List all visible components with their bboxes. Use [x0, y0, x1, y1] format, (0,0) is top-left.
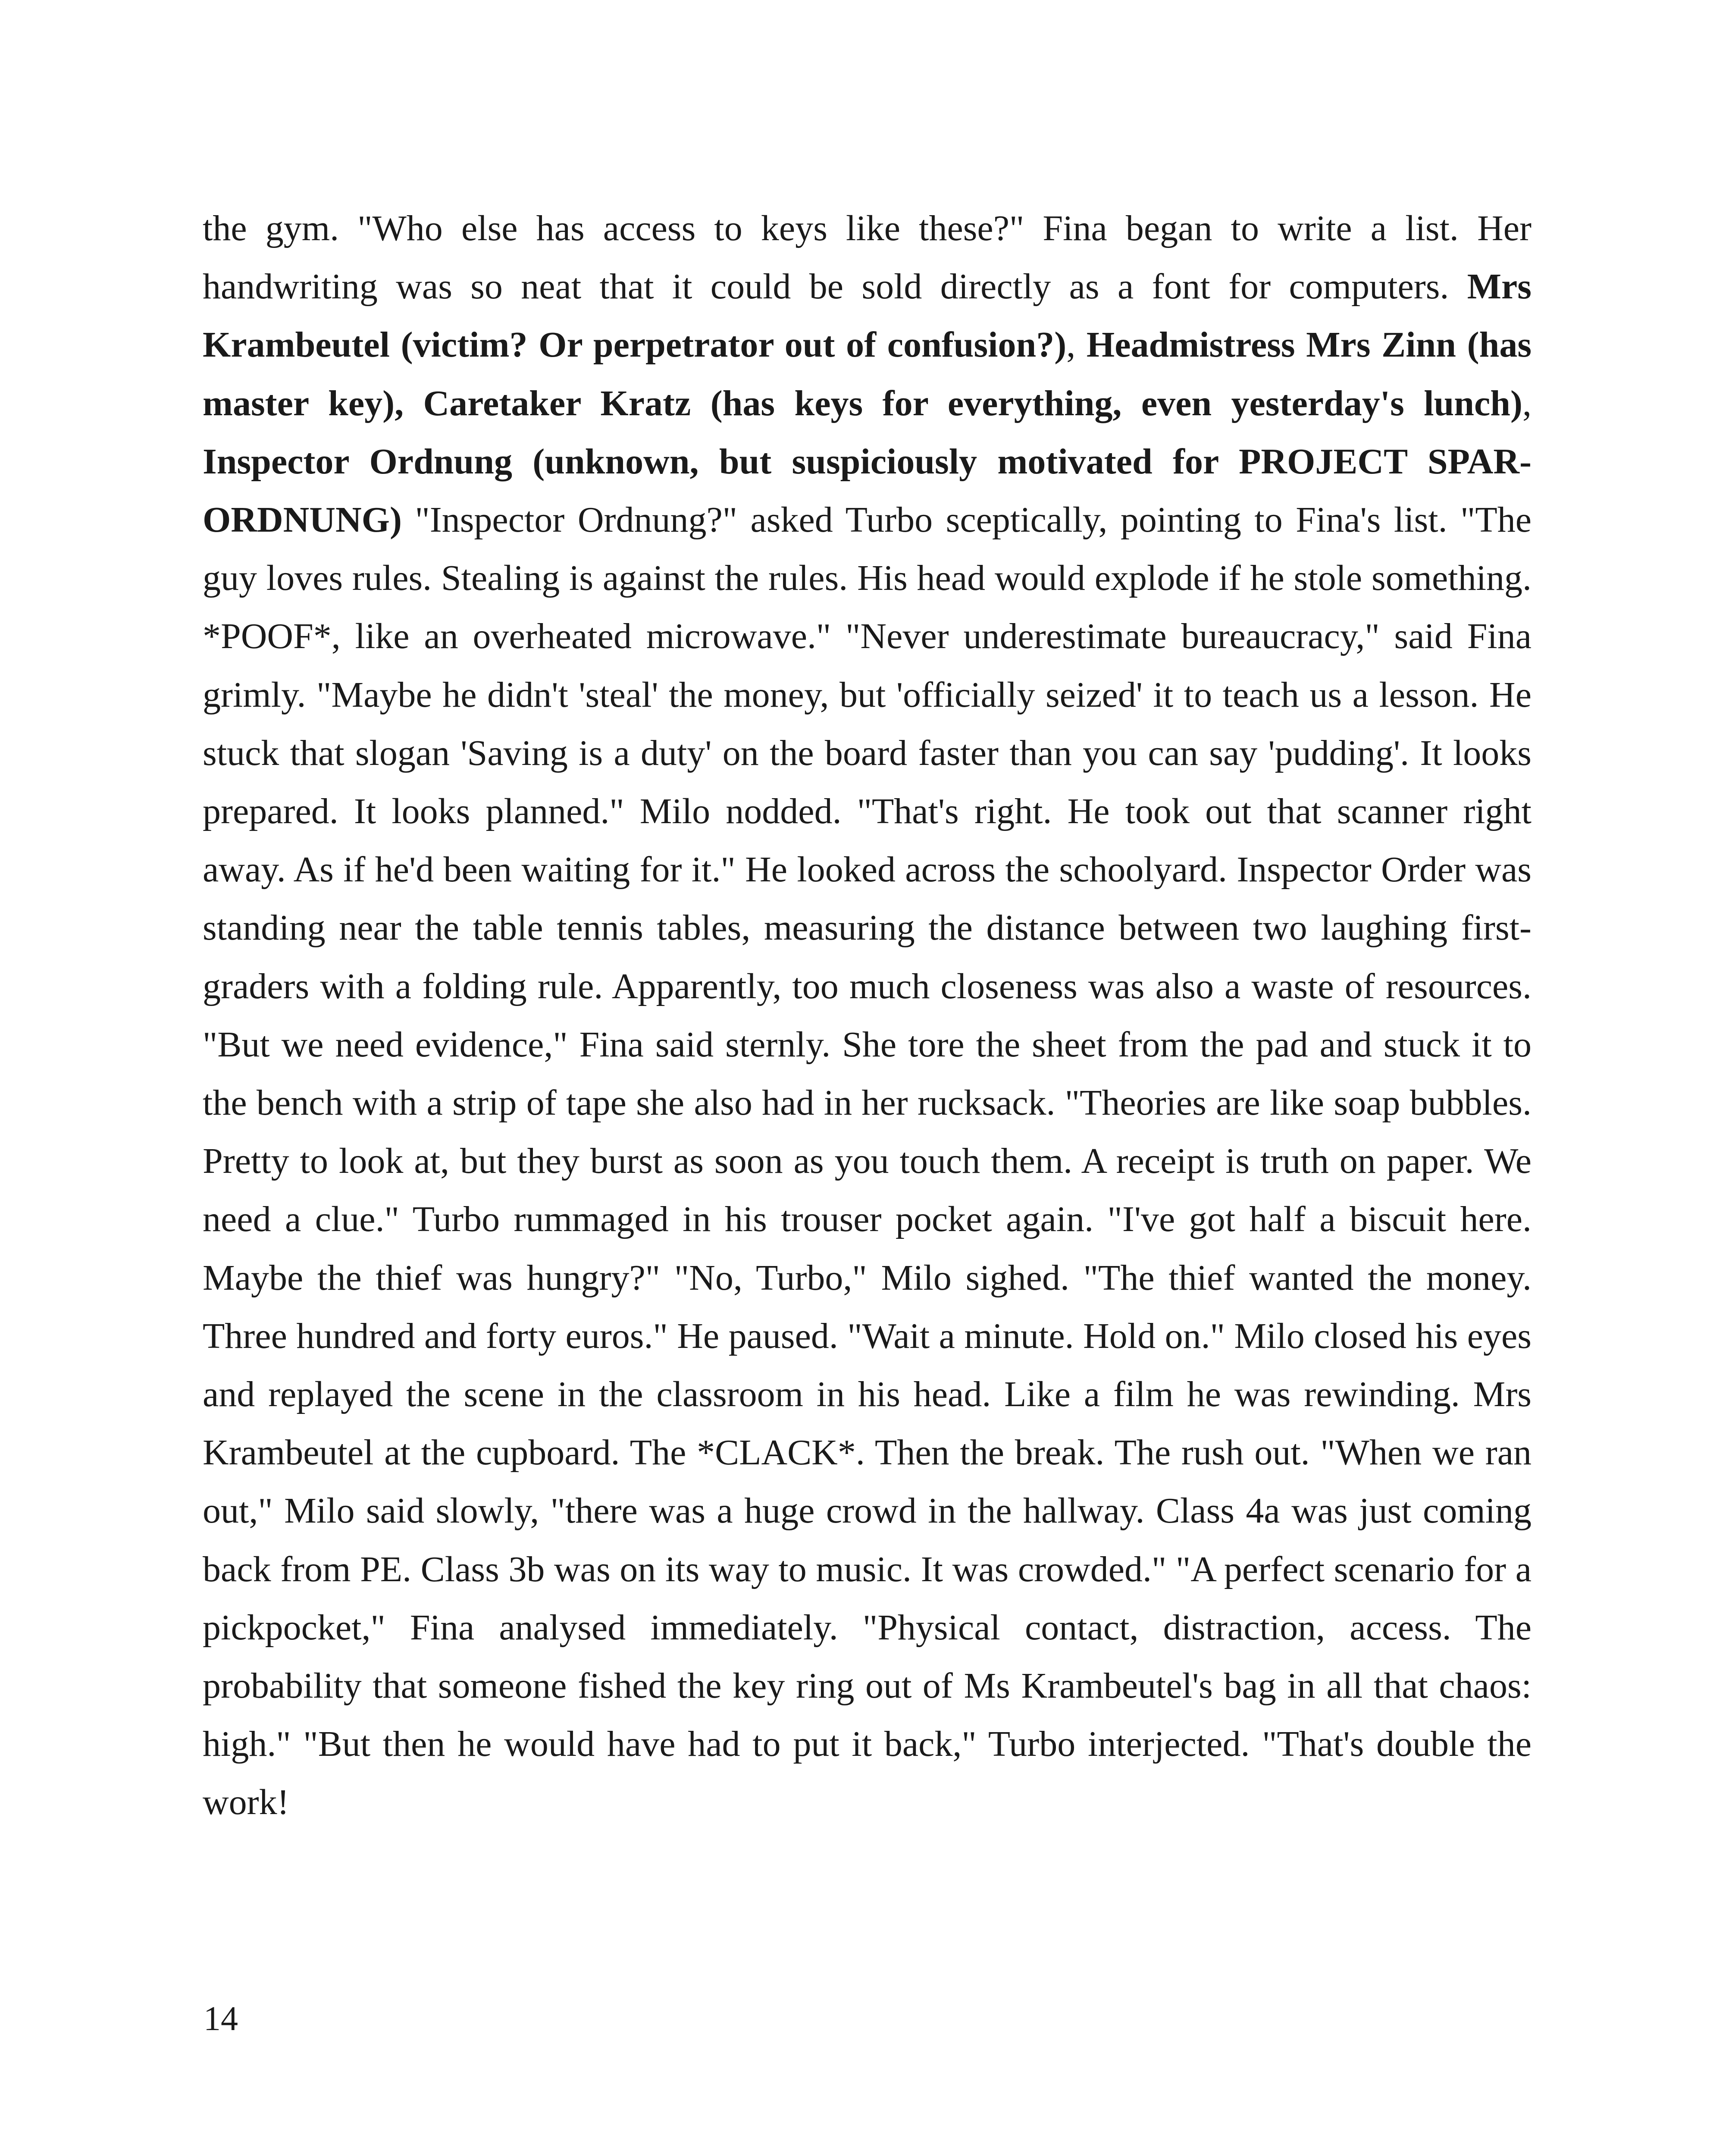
page-number: 14 — [204, 2000, 238, 2038]
text-segment: the gym. "Who else has access to keys like these?" Fina began to write a list. Her handwriting was so neat that it could be sold directly as a font for computers. — [203, 208, 1532, 307]
bold-suspect-ordnung: Inspector Ordnung (unknown, but suspiciously motivated for PROJECT SPAR-ORDNUNG) — [203, 441, 1532, 540]
text-segment: "Inspector Ordnung?" asked Turbo sceptically, pointing to Fina's list. "The guy loves rules. Stealing is against the rules. His head would explode if he stole something. *POOF*, like an overheated microwave." "Never underestimate bureaucracy," said Fina grimly. "Maybe he didn't 'steal' the money, but 'officially seized' it to teach us a lesson. He stuck that slogan 'Saving is a duty' on the board faster than you can say 'pudding'. It looks prepared. It looks planned." Milo nodded. "That's right. He took out that scanner right away. As if he'd been waiting for it." He looked across the schoolyard. Inspector Order was standing near the table tennis tables, measuring the distance between two laughing first-graders with a folding rule. Apparently, too much closeness was also a waste of resources. "But we need evidence," Fina said sternly. She tore the sheet from the pad and stuck it to the bench with a strip of tape she also had in her rucksack. "Theories are like soap bubbles. Pretty to look at, but they burst as soon as you touch them. A receipt is truth on paper. We need a clue." Turbo rummaged in his trouser pocket again. "I've got half a biscuit here. Maybe the thief was hungry?" "No, Turbo," Milo sighed. "The thief wanted the money. Three hundred and forty euros." He paused. "Wait a minute. Hold on." Milo closed his eyes and replayed the scene in the classroom in his head. Like a film he was rewinding. Mrs Krambeutel at the cupboard. The *CLACK*. Then the break. The rush out. "When we ran out," Milo said slowly, "there was a huge crowd in the hallway. Class 4a was just coming back from PE. Class 3b was on its way to music. It was crowded." "A perfect scenario for a pickpocket," Fina analysed immediately. "Physical contact, distraction, access. The probability that someone fished the key ring out of Ms Krambeutel's bag in all that chaos: high." "But then he would have had to put it back," Turbo interjected. "That's double the work! — [203, 500, 1532, 1823]
bold-suspects-zinn-kratz: Headmistress Mrs Zinn (has master key), Caretaker Kratz (has keys for everything, even yesterday's lunch) — [203, 325, 1532, 423]
body-paragraph — [203, 199, 1532, 1832]
bold-suspect-krambeutel: Mrs Krambeutel (victim? Or perpetrator out of confusion?) — [203, 266, 1532, 365]
text-segment: , — [1066, 325, 1087, 365]
text-segment: , — [1522, 383, 1532, 423]
